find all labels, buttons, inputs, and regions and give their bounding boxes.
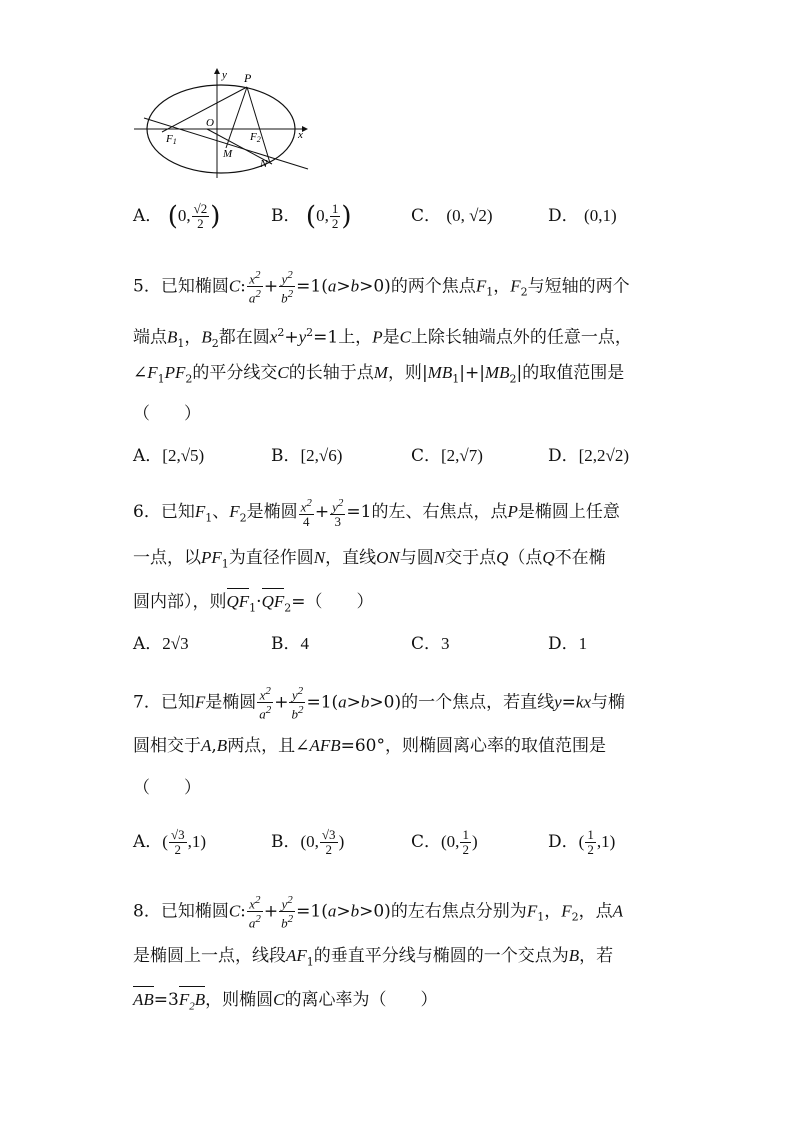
q7-line-2: 圆相交于A,B两点，且∠AFB=60°，则椭圆离心率的取值范围是 — [133, 736, 606, 756]
q4-option-b: B． (0, $\frac{1}{2}$ ) — [271, 201, 352, 232]
label-x: x — [298, 129, 303, 141]
q6-line-3: 圆内部），则$QF_1\cdot QF_2=$（ ） — [133, 592, 374, 615]
q4-option-d: D． (0,1) — [548, 206, 617, 226]
q6-option-d: D．1 — [548, 634, 588, 654]
q8-line-1: 8．已知椭圆C: $\frac{x^2}{a^2}$ + $\frac{y^2}{b^2}$ =1(a>b>0)的左右焦点分别为$F_1$，$F_2$，点A — [133, 894, 623, 931]
q5-option-b: B．[2,√6) — [271, 446, 343, 466]
q4-option-a: A． (0, $\frac{√2}{2}$ ) — [133, 201, 221, 232]
q6-line-1: 6．已知$F_1$、$F_2$是椭圆 $\frac{x^2}{4}$ + $\frac{y^2}{3}$ =1的左、右焦点，点P是椭圆上任意 — [133, 497, 620, 530]
q7-option-d: D．( $\frac{1}{2}$ ,1) — [548, 827, 616, 857]
q4-option-c: C． (0, √2) — [411, 206, 493, 226]
q6-option-a: A．2√3 — [133, 634, 189, 654]
q7-line-1: 7．已知F是椭圆 $\frac{x^2}{a^2}$ + $\frac{y^2}{b^2}$ =1(a>b>0)的一个焦点，若直线y=kx与椭 — [133, 685, 626, 722]
q6-option-c: C．3 — [411, 634, 450, 654]
label-n: N — [260, 158, 268, 170]
label-m: M — [223, 148, 233, 160]
label-f2: F2 — [250, 131, 261, 144]
q7-option-c: C．(0, $\frac{1}{2}$ ) — [411, 827, 478, 857]
q7-option-b: B．(0, $\frac{√3}{2}$ ) — [271, 827, 345, 857]
q5-line-1: 5．已知椭圆C: $\frac{x^2}{a^2}$ + $\frac{y^2}{b^2}$ =1(a>b>0)的两个焦点$F_1$，$F_2$与短轴的两个 — [133, 269, 630, 306]
label-f1: F1 — [166, 133, 177, 146]
q5-line-3: $\angle F_1PF_2$的平分线交C的长轴于点M，则$|MB_1|+|MB_2|$的取值范围是 — [133, 363, 625, 386]
x-axis-arrow — [302, 126, 308, 132]
q8-line-2: 是椭圆上一点，线段$AF_1$的垂直平分线与椭圆的一个交点为B，若 — [133, 946, 614, 969]
q6-line-2: 一点，以$PF_1$为直径作圆N，直线ON与圆N交于点Q（点Q不在椭 — [133, 548, 606, 571]
q5-blank: （ ） — [133, 404, 201, 424]
q7-blank: （ ） — [133, 778, 201, 798]
label-p: P — [244, 71, 252, 85]
q7-option-a: A．( $\frac{√3}{2}$ ,1) — [133, 827, 207, 857]
q5-line-2: 端点$B_1$，$B_2$都在圆$x^2+y^2=1$上，P是C上除长轴端点外的任意一点， — [133, 326, 632, 351]
q5-option-a: A．[2,√5) — [133, 446, 205, 466]
label-y: y — [222, 69, 227, 81]
q5-option-c: C．[2,√7) — [411, 446, 483, 466]
q8-line-3: $AB=3F_2B$，则椭圆C的离心率为（ ） — [133, 988, 437, 1018]
q6-option-b: B．4 — [271, 634, 309, 654]
label-o: O — [206, 117, 214, 129]
y-axis-arrow — [214, 68, 220, 74]
q5-option-d: D．[2,2√2) — [548, 446, 630, 466]
ellipse-figure — [130, 66, 330, 186]
